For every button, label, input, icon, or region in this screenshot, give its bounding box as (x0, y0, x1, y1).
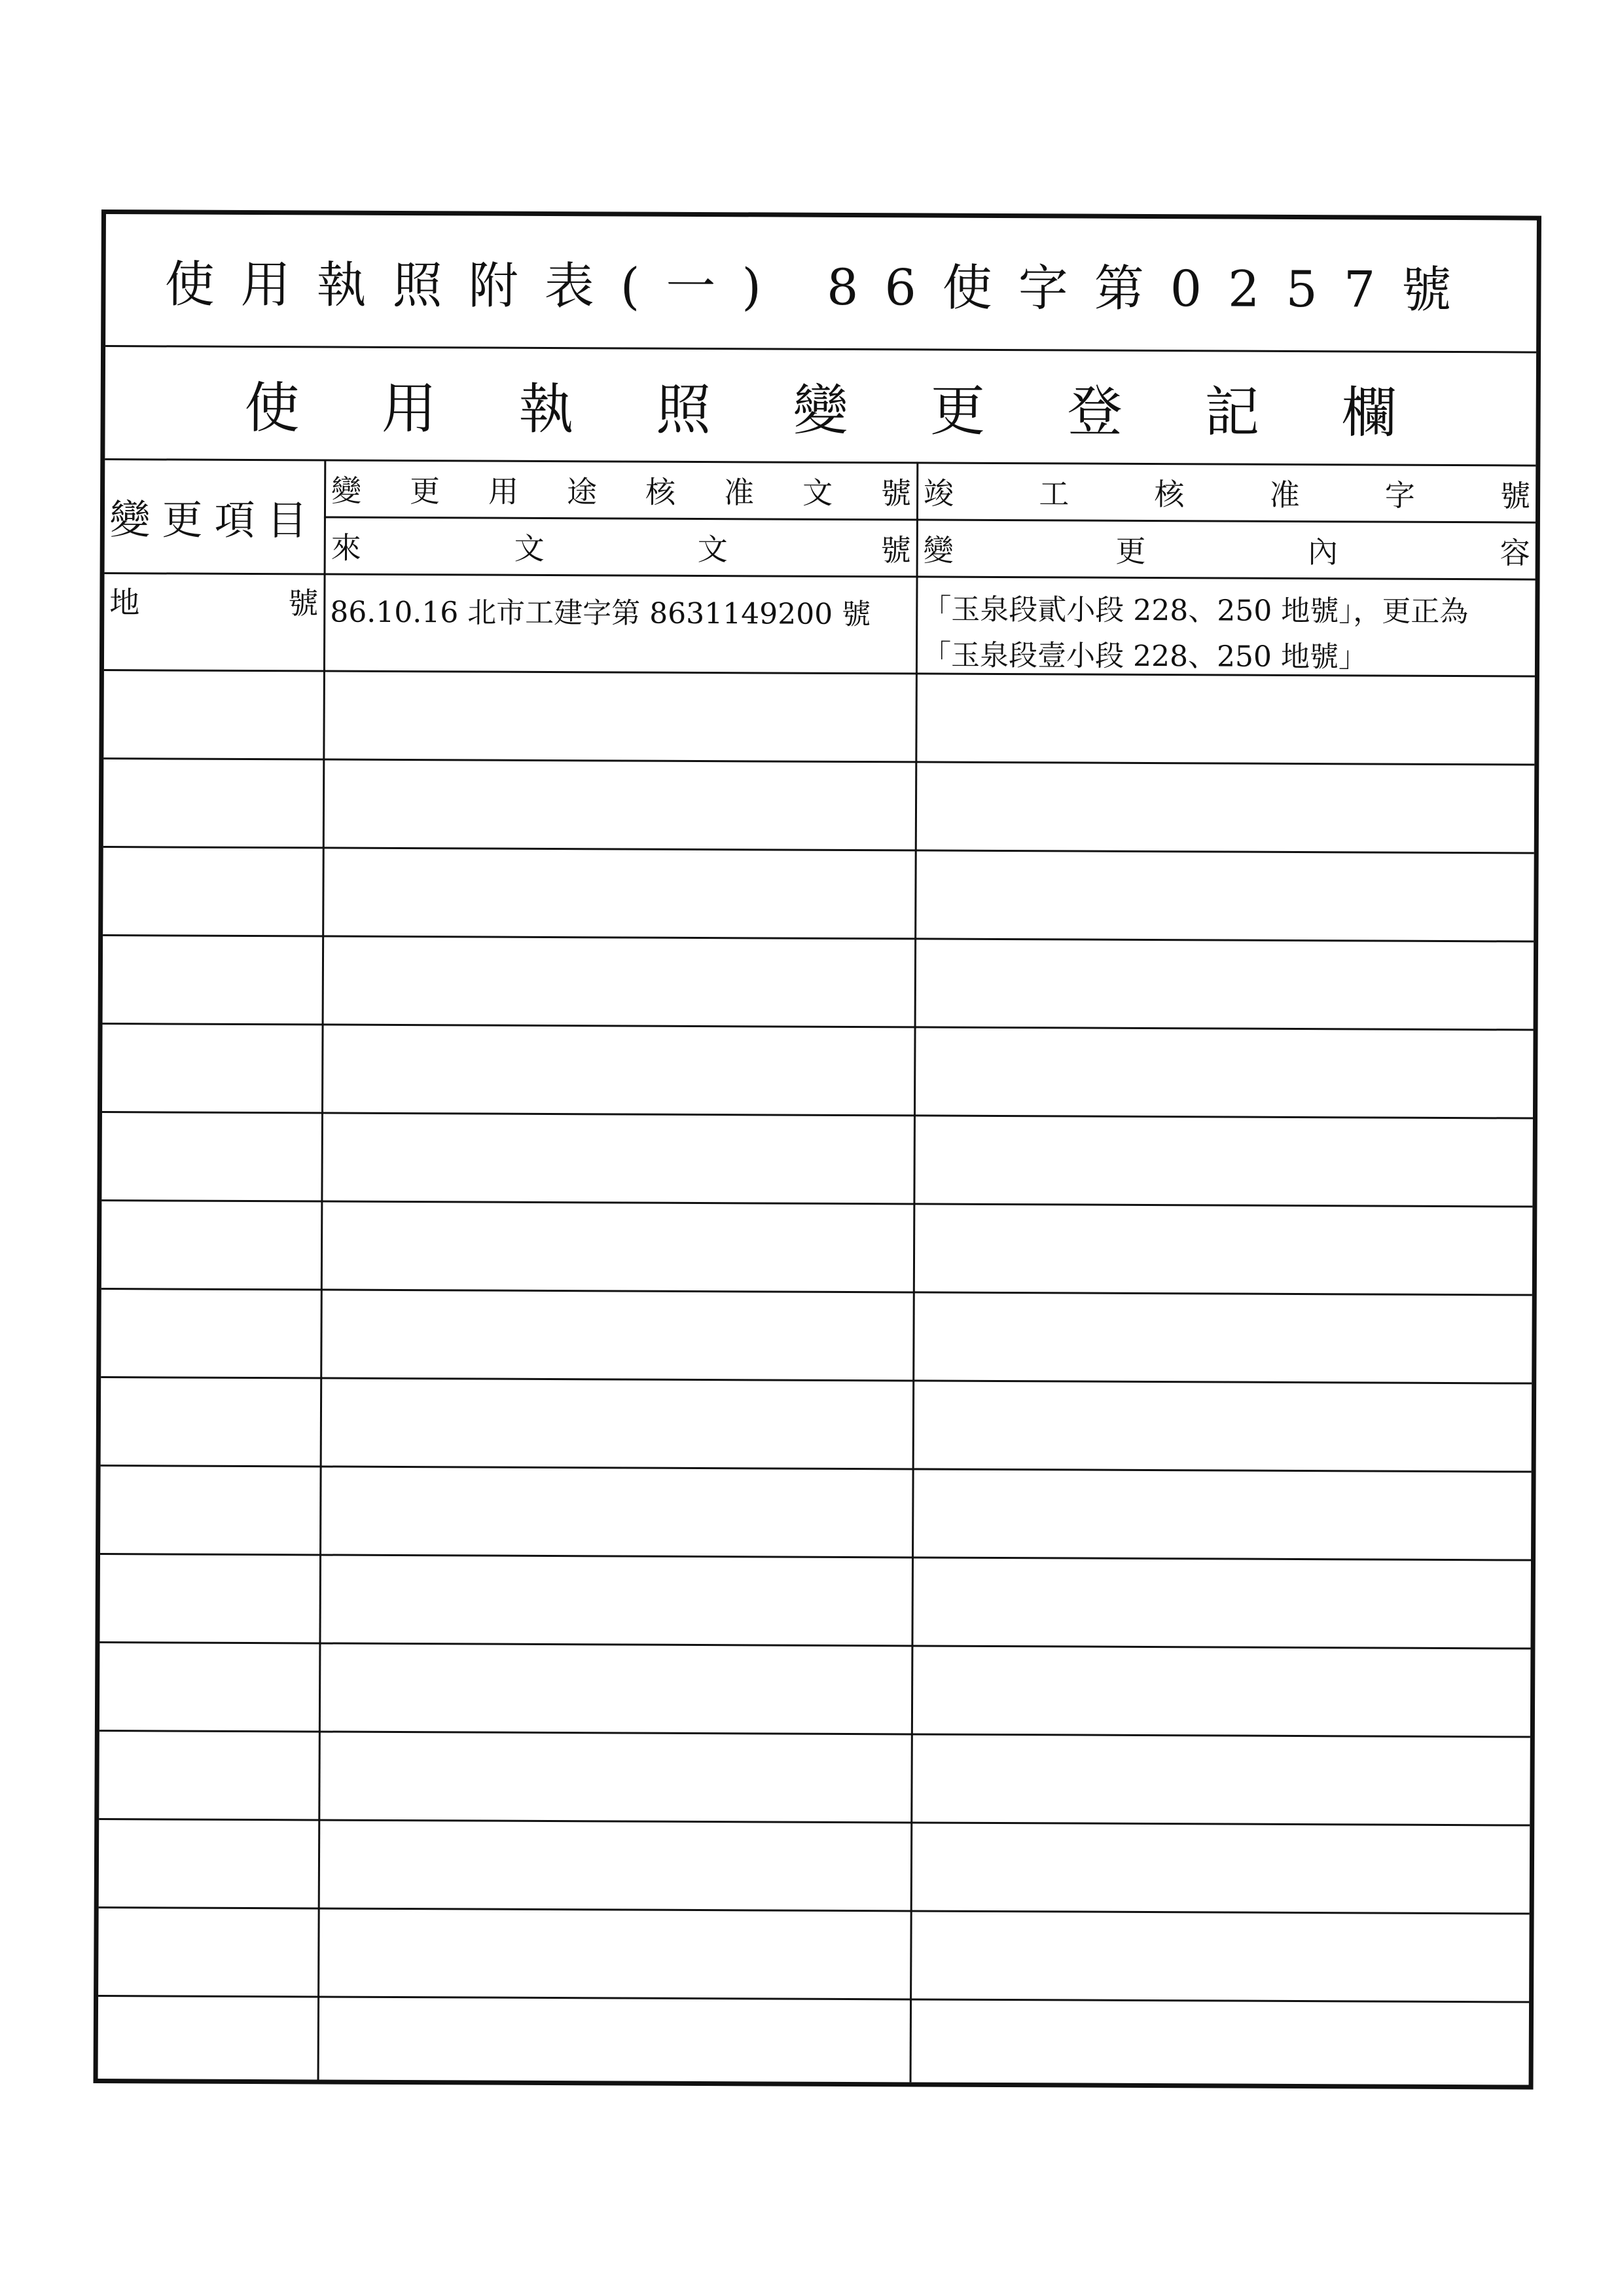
section-title: 使 用 執 照 變 更 登 記 欄 (244, 375, 1397, 445)
registration-table (94, 210, 1541, 2090)
table-row-line (101, 1199, 1532, 1208)
table-row-line (99, 1906, 1530, 1915)
table-row-line (102, 1111, 1533, 1120)
table-row-line (99, 1641, 1530, 1650)
table-row-content: 「玉泉段貳小段 228、250 地號」，更正為 「玉泉段壹小段 228、250 地號」 (922, 592, 1469, 674)
column-divider (317, 459, 327, 2079)
table-row-line (103, 934, 1534, 943)
table-row-line (103, 1023, 1534, 1031)
column-divider (910, 462, 919, 2082)
table-row-line (99, 1818, 1530, 1827)
header-incoming-doc-no: 來 文 文 號 (331, 530, 911, 568)
header-completion-approval-no: 竣 工 核 准 字 號 (924, 475, 1531, 514)
header-approval-doc-no: 變 更 用 途 核 准 文 號 (331, 473, 912, 511)
table-row-item: 地 號 (109, 585, 319, 621)
table-row-line (98, 1995, 1529, 2003)
table-row-line (99, 1730, 1530, 1738)
header-change-item: 變更項目 (109, 495, 319, 544)
table-row-line (103, 846, 1534, 854)
form-title (105, 214, 1537, 352)
permit-number: 86使字第0257號 (826, 257, 1478, 319)
table-row-line (101, 1376, 1532, 1385)
table-row-line (101, 1288, 1532, 1296)
table-row-line (103, 757, 1534, 766)
table-row-document: 86.10.16 北市工建字第 8631149200 號 (330, 595, 871, 632)
table-row-line (101, 1465, 1532, 1473)
table-row-line (100, 1553, 1531, 1561)
header-change-content: 變 更 內 容 (923, 532, 1530, 571)
form-name: 使用執照附表(一) (164, 254, 788, 316)
